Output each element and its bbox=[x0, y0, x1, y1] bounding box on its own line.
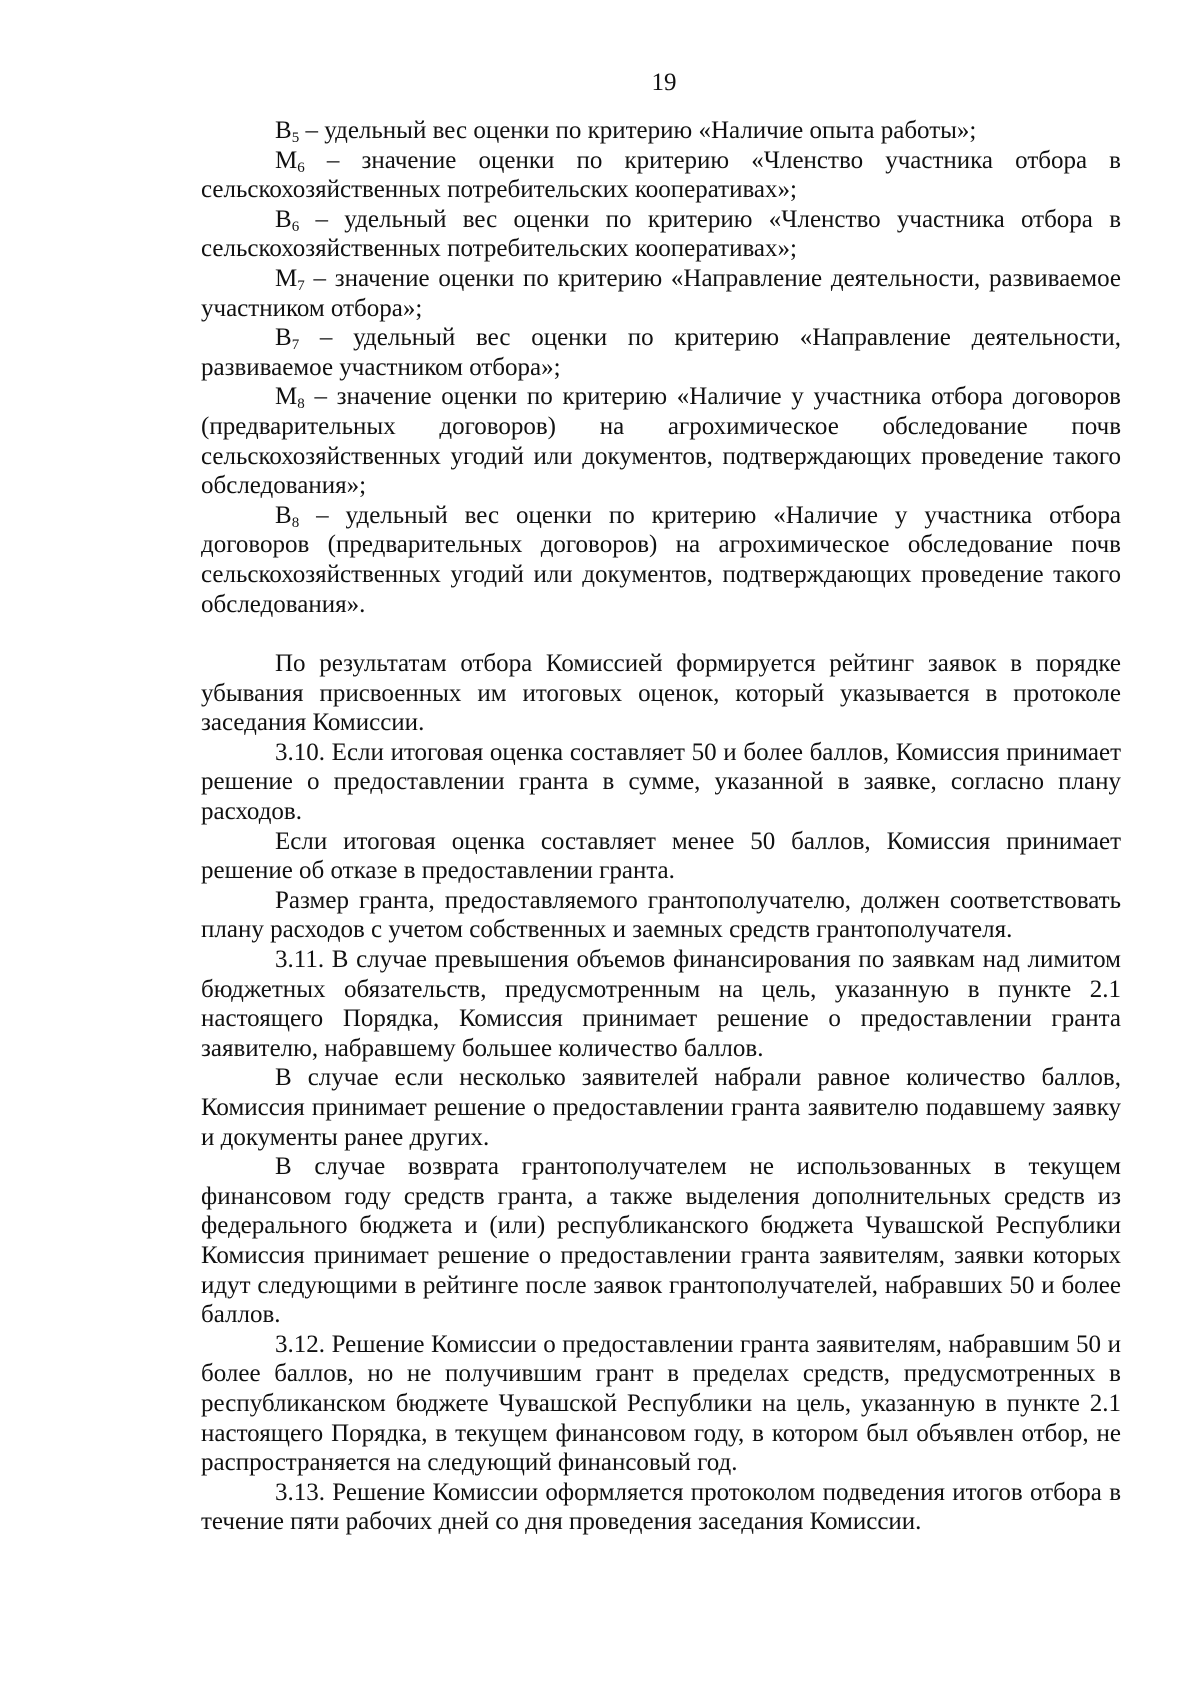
symbol: В bbox=[275, 501, 292, 529]
paragraph-3-12: 3.12. Решение Комиссии о предоставлении гранта заявителям, набравшим 50 и более баллов, но не получившим грант в пределах средств, предусмотренных в республиканском бюджете Чувашской Республики на цель, указанную в пункте 2.1 настоящего Порядка, в текущем финансовом году, в котором был объявлен отбор, не распространяется на следующий финансовый год. bbox=[201, 1330, 1121, 1477]
paragraph-equal-score: В случае если несколько заявителей набрали равное количество баллов, Комиссия принимает решение о предоставлении гранта заявителю подавшему заявку и документы ранее других. bbox=[201, 1064, 1121, 1151]
symbol: В bbox=[275, 117, 292, 144]
definition-text: – удельный вес оценки по критерию «Наличие опыта работы»; bbox=[299, 117, 977, 144]
paragraph-3-10: 3.10. Если итоговая оценка составляет 50 и более баллов, Комиссия принимает решение о предоставлении гранта в сумме, указанной в заявке, согласно плану расходов. bbox=[201, 738, 1121, 826]
definition-text: – значение оценки по критерию «Наличие у участника отбора договоров (предварительных договоров) на агрохимическое обследование почв сельскохозяйственных угодий или документов, подтверждающих проведение такого обследования»; bbox=[201, 383, 1121, 500]
paragraph-refusal: Если итоговая оценка составляет менее 50 баллов, Комиссия принимает решение об отказе в предоставлении гранта. bbox=[201, 827, 1121, 885]
symbol: В bbox=[275, 205, 292, 233]
paragraph-3-13: 3.13. Решение Комиссии оформляется протоколом подведения итогов отбора в течение пяти рабочих дней со дня проведения заседания Комиссии. bbox=[201, 1478, 1121, 1536]
definition-text: – значение оценки по критерию «Направление деятельности, развиваемое участником отбора»; bbox=[201, 264, 1121, 322]
paragraph-rating: По результатам отбора Комиссией формируется рейтинг заявок в порядке убывания присвоенных им итоговых оценок, который указывается в протоколе заседания Комиссии. bbox=[201, 650, 1121, 737]
symbol-subscript: 7 bbox=[297, 277, 305, 294]
document-body bbox=[201, 116, 1121, 1537]
symbol-subscript: 6 bbox=[291, 218, 300, 235]
symbol: М bbox=[275, 146, 298, 174]
symbol: М bbox=[275, 264, 298, 292]
paragraph-3-11: 3.11. В случае превышения объемов финансирования по заявкам над лимитом бюджетных обязательств, предусмотренным на цель, указанную в пункте 2.1 настоящего Порядка, Комиссия принимает решение о предоставлении гранта заявителю, набравшему большее количество баллов. bbox=[201, 946, 1121, 1062]
symbol: М bbox=[275, 383, 298, 411]
definition-text: – удельный вес оценки по критерию «Наличие у участника отбора договоров (предварительных договоров) на агрохимическое обследование почв сельскохозяйственных угодий или документов, подтверждающих проведение такого обследования». bbox=[201, 501, 1121, 618]
symbol: В bbox=[275, 324, 292, 352]
symbol-subscript: 7 bbox=[291, 337, 300, 354]
paragraph-gap bbox=[201, 619, 1121, 649]
definition-m6 bbox=[201, 146, 1121, 205]
definition-b5 bbox=[201, 116, 1121, 146]
definition-text: – удельный вес оценки по критерию «Направление деятельности, развиваемое участником отбора»; bbox=[201, 324, 1121, 381]
definition-b6 bbox=[201, 205, 1121, 264]
definition-m7 bbox=[201, 264, 1121, 323]
definition-b8 bbox=[201, 501, 1121, 619]
paragraph-grant-size: Размер гранта, предоставляемого грантополучателю, должен соответствовать плану расходов с учетом собственных и заемных средств грантополучателя. bbox=[201, 886, 1121, 944]
definition-text: – значение оценки по критерию «Членство участника отбора в сельскохозяйственных потребительских кооперативах»; bbox=[201, 146, 1121, 204]
symbol-subscript: 5 bbox=[291, 130, 300, 146]
symbol-subscript: 6 bbox=[297, 159, 305, 176]
paragraph-refund: В случае возврата грантополучателем не использованных в текущем финансовом году средств гранта, а также выделения дополнительных средств из федерального бюджета и (или) республиканского бюджета Чувашской Республики Комиссия принимает решение о предоставлении гранта заявителям, заявки которых идут следующими в рейтинге после заявок грантополучателей, набравших 50 и более баллов. bbox=[201, 1153, 1121, 1329]
symbol-subscript: 8 bbox=[297, 396, 305, 413]
symbol-subscript: 8 bbox=[291, 514, 300, 531]
definition-b7 bbox=[201, 323, 1121, 382]
page-number: 19 bbox=[651, 69, 677, 96]
definition-text: – удельный вес оценки по критерию «Членство участника отбора в сельскохозяйственных потребительских кооперативах»; bbox=[201, 205, 1121, 263]
definition-m8 bbox=[201, 382, 1121, 500]
